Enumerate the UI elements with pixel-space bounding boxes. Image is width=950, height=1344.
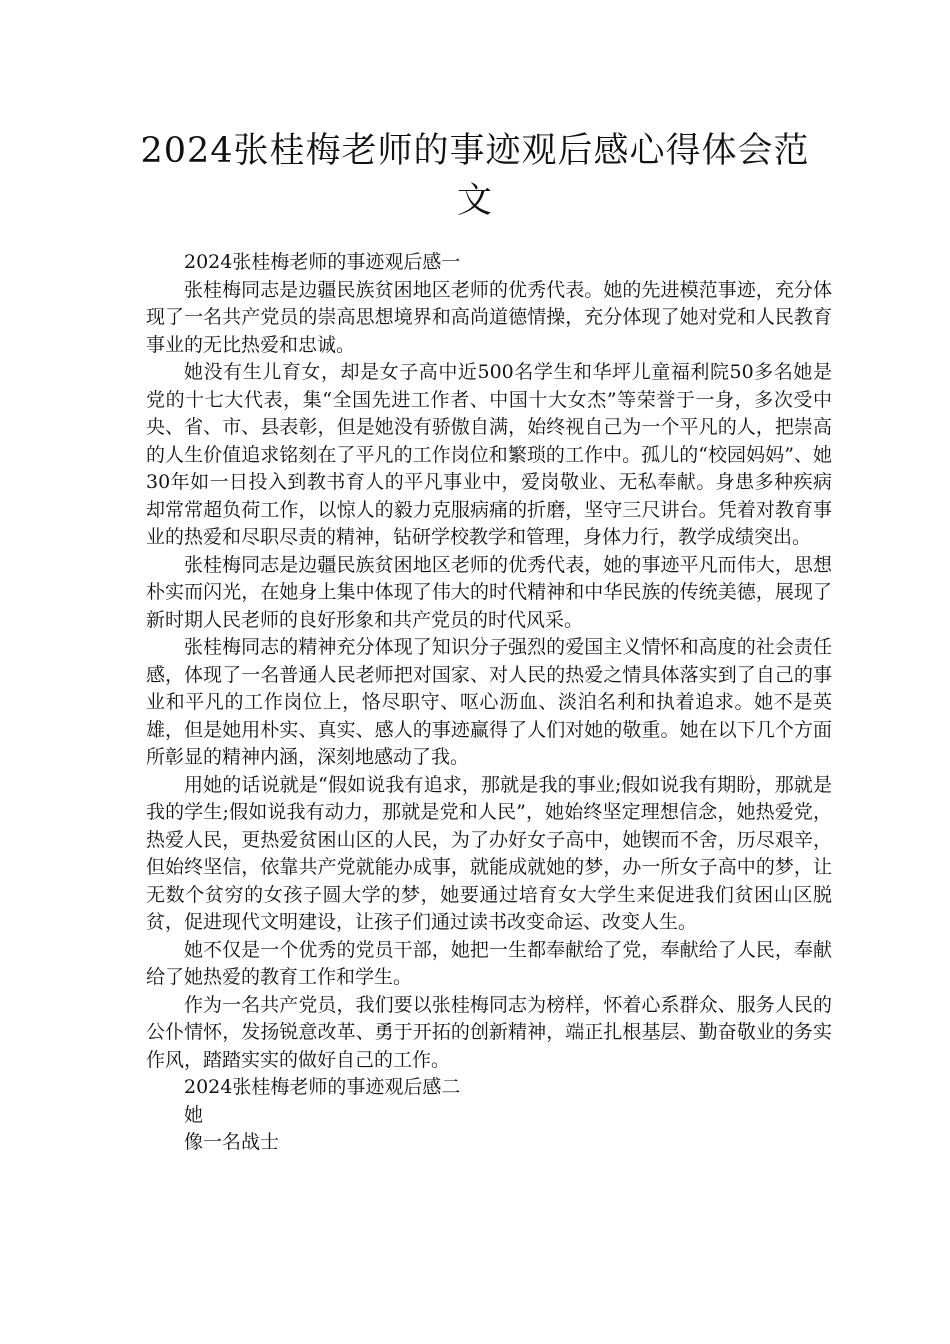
section-heading-1: 2024张桂梅老师的事迹观后感一 <box>184 251 461 273</box>
paragraph-7: 作为一名共产党员，我们要以张桂梅同志为榜样，怀着心系群众、服务人民的公仆情怀，发扬锐意改革、勇于开拓的创新精神，端正扎根基层、勤奋敬业的务实作风，踏踏实实的做好自己的工作。 <box>146 993 832 1071</box>
paragraph-6: 她不仅是一个优秀的党员干部，她把一生都奉献给了党，奉献给了人民，奉献给了她热爱的教育工作和学生。 <box>146 938 832 988</box>
document-body <box>146 249 832 1157</box>
document-title: 2024张桂梅老师的事迹观后感心得体会范文 <box>140 131 810 221</box>
paragraph-1: 张桂梅同志是边疆民族贫困地区老师的优秀代表。她的先进模范事迹，充分体现了一名共产党员的崇高思想境界和高尚道德情操，充分体现了她对党和人民教育事业的无比热爱和忠诚。 <box>146 278 832 356</box>
section-heading-2: 2024张桂梅老师的事迹观后感二 <box>184 1076 461 1098</box>
tail-line-1: 她 <box>184 1103 204 1126</box>
paragraph-3: 张桂梅同志是边疆民族贫困地区老师的优秀代表，她的事迹平凡而伟大，思想朴实而闪光，在她身上集中体现了伟大的时代精神和中华民族的传统美德，展现了新时期人民老师的良好形象和共产党员的时代风采。 <box>146 553 832 631</box>
tail-line-2: 像一名战士 <box>184 1131 280 1153</box>
paragraph-4: 张桂梅同志的精神充分体现了知识分子强烈的爱国主义情怀和高度的社会责任感，体现了一名普通人民老师把对国家、对人民的热爱之情具体落实到了自己的事业和平凡的工作岗位上，恪尽职守、呕心沥血、淡泊名利和执着追求。她不是英雄，但是她用朴实、真实、感人的事迹赢得了人们对她的敬重。她在以下几个方面所彰显的精神内涵，深刻地感动了我。 <box>146 636 832 768</box>
paragraph-2: 她没有生儿育女，却是女子高中近500名学生和华坪儿童福利院50多名她是党的十七大代表，集“全国先进工作者、中国十大女杰”等荣誉于一身，多次受中央、省、市、县表彰，但是她没有骄傲自满，始终视自己为一个平凡的人，把崇高的人生价值追求铭刻在了平凡的工作岗位和繁琐的工作中。孤儿的“校园妈妈”、她30年如一日投入到教书育人的平凡事业中，爱岗敬业、无私奉献。身患多种疾病却常常超负荷工作，以惊人的毅力克服病痛的折磨，坚守三尺讲台。凭着对教育事业的热爱和尽职尽责的精神，钻研学校教学和管理，身体力行，教学成绩突出。 <box>146 361 832 548</box>
paragraph-5: 用她的话说就是“假如说我有追求，那就是我的事业;假如说我有期盼，那就是我的学生;假如说我有动力，那就是党和人民”，她始终坚定理想信念，她热爱党，热爱人民，更热爱贫困山区的人民，为了办好女子高中，她锲而不舍，历尽艰辛，但始终坚信，依靠共产党就能办成事，就能成就她的梦，办一所女子高中的梦，让无数个贫穷的女孩子圆大学的梦，她要通过培育女大学生来促进我们贫困山区脱贫，促进现代文明建设，让孩子们通过读书改变命运、改变人生。 <box>146 773 832 933</box>
